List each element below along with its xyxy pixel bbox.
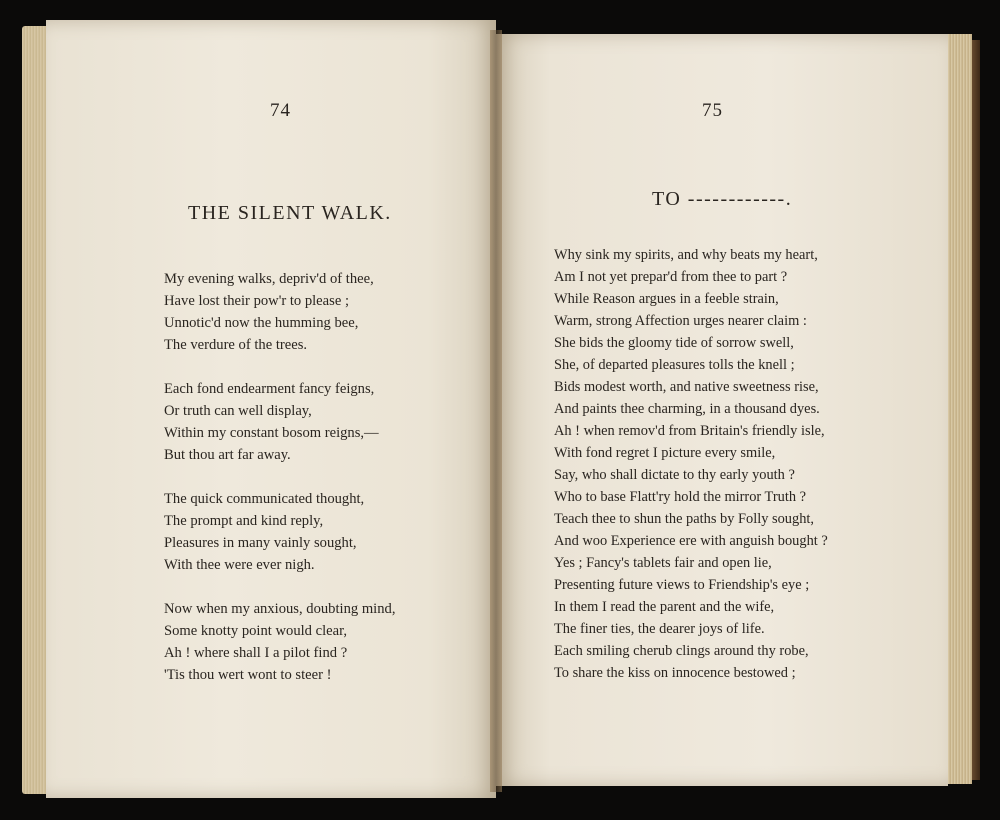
poem-line: Who to base Flatt'ry hold the mirror Truth ?: [554, 489, 807, 505]
poem-line: Ah ! where shall I a pilot find ?: [164, 645, 348, 661]
poem-line: The finer ties, the dearer joys of life.: [554, 621, 765, 637]
poem-title: TO ------------.: [652, 188, 793, 210]
poem-line: To share the kiss on innocence bestowed ;: [554, 665, 796, 681]
page-number: 75: [702, 100, 723, 121]
poem-line: Bids modest worth, and native sweetness rise,: [554, 379, 819, 395]
poem-line: Warm, strong Affection urges nearer claim :: [554, 313, 807, 329]
poem-line: Say, who shall dictate to thy early youth ?: [554, 467, 795, 483]
poem-line: Unnotic'd now the humming bee,: [164, 315, 359, 331]
poem-line: And woo Experience ere with anguish bought ?: [554, 533, 828, 549]
poem-line: Ah ! when remov'd from Britain's friendly isle,: [554, 423, 825, 439]
poem-line: Why sink my spirits, and why beats my heart,: [554, 247, 818, 263]
poem-line: But thou art far away.: [164, 447, 291, 463]
poem-line: Pleasures in many vainly sought,: [164, 535, 357, 551]
poem-line: 'Tis thou wert wont to steer !: [164, 667, 332, 683]
stanza: [164, 488, 395, 576]
poem-line: In them I read the parent and the wife,: [554, 599, 775, 615]
poem-line: Presenting future views to Friendship's eye ;: [554, 577, 810, 593]
poem-line: Or truth can well display,: [164, 403, 312, 419]
poem-line: Have lost their pow'r to please ;: [164, 293, 350, 309]
stanza: [164, 598, 395, 686]
poem-line: Now when my anxious, doubting mind,: [164, 601, 396, 617]
poem-line: The verdure of the trees.: [164, 337, 308, 353]
page-number: 74: [270, 100, 291, 121]
poem-title: THE SILENT WALK.: [188, 202, 392, 224]
right-page: [496, 34, 948, 786]
poem-line: Teach thee to shun the paths by Folly sought,: [554, 511, 814, 527]
poem-line: Each smiling cherub clings around thy robe,: [554, 643, 809, 659]
poem-line: With thee were ever nigh.: [164, 557, 315, 573]
poem-line: And paints thee charming, in a thousand dyes.: [554, 401, 820, 417]
poem-line: She bids the gloomy tide of sorrow swell,: [554, 335, 794, 351]
poem-line: Some knotty point would clear,: [164, 623, 348, 639]
poem-line: My evening walks, depriv'd of thee,: [164, 271, 374, 287]
poem-line: Each fond endearment fancy feigns,: [164, 381, 375, 397]
open-book: [22, 20, 980, 798]
poem-line: The quick communicated thought,: [164, 491, 365, 507]
poem-line: Within my constant bosom reigns,—: [164, 425, 379, 441]
poem-line: While Reason argues in a feeble strain,: [554, 291, 779, 307]
poem-line: Am I not yet prepar'd from thee to part ?: [554, 269, 788, 285]
poem-line: With fond regret I picture every smile,: [554, 445, 776, 461]
book-gutter: [490, 30, 502, 792]
poem-body: [164, 268, 395, 708]
stanza: [164, 378, 395, 466]
stanza: [164, 268, 395, 356]
poem-line: The prompt and kind reply,: [164, 513, 324, 529]
poem-line: Yes ; Fancy's tablets fair and open lie,: [554, 555, 772, 571]
left-page: [46, 20, 496, 798]
poem-line: She, of departed pleasures tolls the knell ;: [554, 357, 795, 373]
poem-body: [554, 244, 828, 684]
